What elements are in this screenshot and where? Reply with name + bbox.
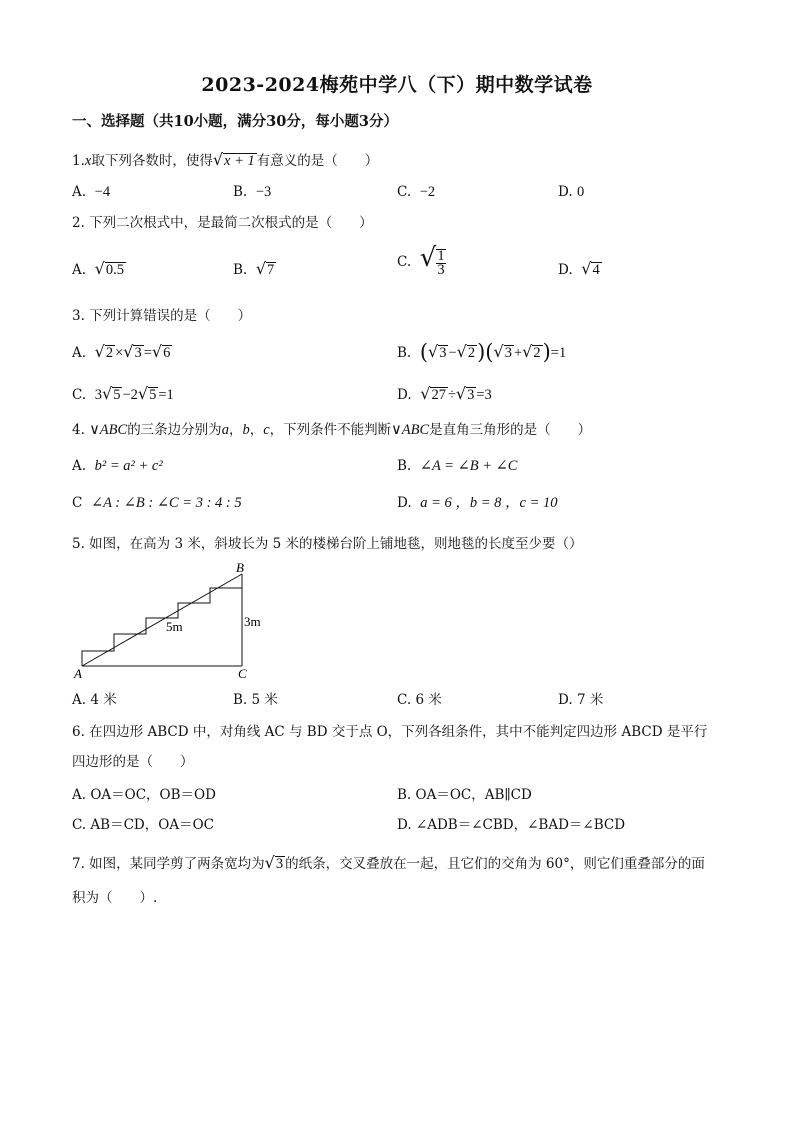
- q1-option-c: C. −2: [397, 184, 436, 200]
- q2-option-d: D. √4: [558, 259, 600, 278]
- staircase-figure: [72, 560, 272, 685]
- q6-option-d: D. ∠ADB＝∠CBD，∠BAD＝∠BCD: [397, 817, 626, 833]
- q1-option-d: D. 0: [558, 184, 585, 200]
- variable-x: x: [84, 153, 92, 169]
- q6-option-b: B. OA＝OC，AB∥CD: [397, 787, 532, 803]
- q2-option-a: A. √0.5: [72, 259, 124, 278]
- question-7-line-2: 积为（ ）.: [72, 890, 158, 906]
- q3-option-c: C. 3√5 −2√5 =1: [72, 384, 174, 403]
- radical-icon: √: [212, 150, 224, 169]
- page-title: 2023-2024梅苑中学八（下）期中数学试卷: [201, 74, 593, 96]
- q1-option-b: B. −3: [233, 184, 272, 200]
- q6-option-a: A. OA＝OC，OB＝OD: [72, 787, 216, 803]
- section-heading: 一、选择题（共10小题，满分30分，每小题3分）: [72, 113, 398, 130]
- question-6-line-1: 6. 在四边形 ABCD 中，对角线 AC 与 BD 交于点 O，下列各组条件，其中不能判定四边形 ABCD 是平行: [72, 724, 708, 740]
- question-5: 5. 如图，在高为 3 米，斜坡长为 5 米的楼梯台阶上铺地毯，则地毯的长度至少要（）: [72, 536, 583, 552]
- label-c: C: [238, 666, 247, 681]
- radical-icon: √: [255, 259, 267, 278]
- q3-option-d: D. √27 ÷√3 =3: [397, 384, 492, 403]
- q2-option-b: B. √7: [233, 259, 275, 278]
- q4-option-c: C ∠A : ∠B : ∠C = 3 : 4 : 5: [72, 495, 242, 511]
- label-hypotenuse: 5m: [166, 619, 183, 634]
- label-height: 3m: [244, 614, 261, 629]
- question-4: 4. ∨ABC的三条边分别为a，b，c，下列条件不能判断∨ABC是直角三角形的是（ ）: [72, 422, 592, 438]
- q5-option-d: D. 7 米: [558, 692, 604, 708]
- radicand: x + 1: [224, 153, 255, 169]
- q2-option-c: C. √ $\frac{1}{3}$: [397, 243, 445, 278]
- radical-icon: √: [419, 243, 437, 273]
- q4-option-d: D. a = 6 ，b = 8 ，c = 10: [397, 495, 558, 511]
- q5-option-b: B. 5 米: [233, 692, 278, 708]
- question-6-line-2: 四边形的是（ ）: [72, 754, 194, 770]
- question-2: 2. 下列二次根式中，是最简二次根式的是（ ）: [72, 215, 373, 231]
- label-b: B: [236, 560, 244, 575]
- radical-icon: √: [94, 259, 105, 278]
- q5-option-a: A. 4 米: [72, 692, 117, 708]
- question-1: 1.x取下列各数时，使得√x + 1 有意义的是（ ）: [72, 150, 379, 169]
- question-3: 3. 下列计算错误的是（ ）: [72, 308, 252, 324]
- q5-option-c: C. 6 米: [397, 692, 442, 708]
- q3-option-b: B. (√3 −√2)(√3 +√2)=1: [397, 340, 567, 364]
- q4-option-a: A. b² = a² + c²: [72, 458, 163, 474]
- label-a: A: [74, 666, 82, 681]
- q3-option-a: A. √2 ×√3 =√6: [72, 342, 171, 361]
- q6-option-c: C. AB＝CD，OA＝OC: [72, 817, 214, 833]
- radical-icon: √: [264, 853, 275, 872]
- radical-icon: √: [581, 259, 592, 278]
- q1-option-a: A. −4: [72, 184, 111, 200]
- q4-option-b: B. ∠A = ∠B + ∠C: [397, 458, 518, 474]
- slope-line: [82, 574, 242, 666]
- question-7-line-1: 7. 如图，某同学剪了两条宽均为√3 的纸条，交叉叠放在一起，且它们的交角为 60°，则它们重叠部分的面: [72, 853, 705, 872]
